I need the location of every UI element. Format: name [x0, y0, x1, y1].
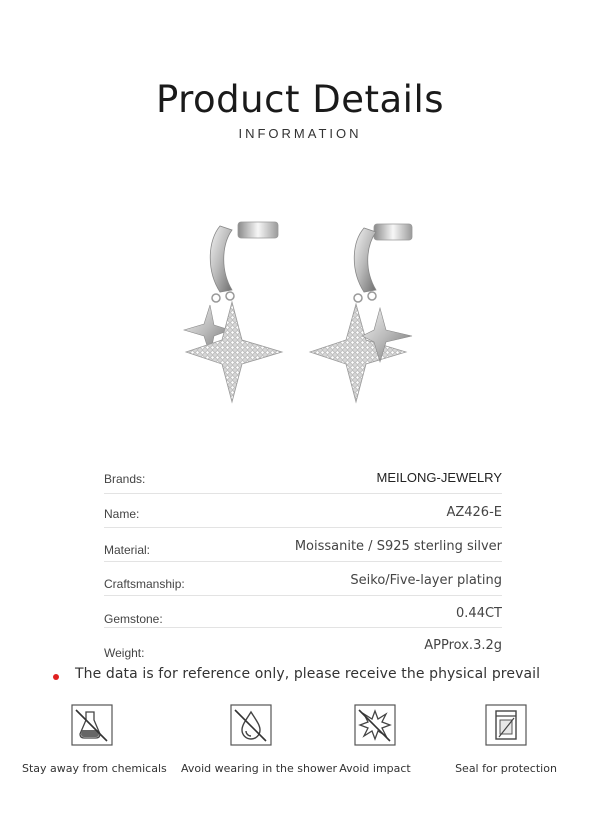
divider	[104, 527, 502, 528]
care-label: Avoid impact	[339, 762, 411, 775]
spec-label: Brands:	[104, 472, 146, 486]
spec-label: Name:	[104, 507, 140, 521]
care-label: Seal for protection	[455, 762, 557, 775]
spec-row-weight	[104, 636, 502, 670]
product-image	[150, 200, 450, 420]
spec-row-brand	[104, 470, 502, 504]
spec-value: Moissanite / S925 sterling silver	[294, 539, 502, 554]
divider	[104, 595, 502, 596]
left-earring	[184, 222, 282, 402]
spec-label: Gemstone:	[104, 612, 163, 626]
spec-row-gemstone	[104, 604, 502, 638]
care-label: Stay away from chemicals	[22, 762, 167, 775]
spec-label: Material:	[104, 543, 151, 557]
spec-row-material	[104, 537, 502, 571]
spec-label: Craftsmanship:	[104, 577, 185, 591]
divider	[104, 627, 502, 628]
care-item-chemicals	[22, 704, 167, 784]
seal-protection-icon	[485, 704, 527, 746]
no-chemicals-icon	[71, 704, 113, 746]
spec-value: AZ426-E	[446, 505, 502, 520]
page-subtitle: INFORMATION	[238, 126, 362, 141]
right-earring	[310, 224, 412, 402]
care-item-impact	[305, 704, 445, 784]
care-item-shower	[181, 704, 337, 784]
care-label: Avoid wearing in the shower	[181, 762, 337, 775]
avoid-impact-icon	[354, 704, 396, 746]
divider	[104, 561, 502, 562]
spec-label: Weight:	[104, 646, 145, 660]
spec-row-name	[104, 503, 502, 537]
reference-note-text: The data is for reference only, please receive the physical prevail	[75, 666, 541, 682]
spec-value: 0.44CT	[456, 606, 502, 621]
earrings-illustration	[150, 200, 450, 420]
bullet-dot-icon	[53, 674, 59, 680]
reference-note	[50, 666, 550, 686]
no-shower-icon	[230, 704, 272, 746]
spec-row-craftsmanship	[104, 571, 502, 605]
spec-value: APProx.3.2g	[424, 638, 502, 653]
spec-value: MEILONG-JEWELRY	[376, 470, 502, 485]
divider	[104, 493, 502, 494]
spec-value: Seiko/Five-layer plating	[350, 573, 502, 588]
page-title: Product Details	[155, 78, 445, 121]
care-item-seal	[436, 704, 576, 784]
